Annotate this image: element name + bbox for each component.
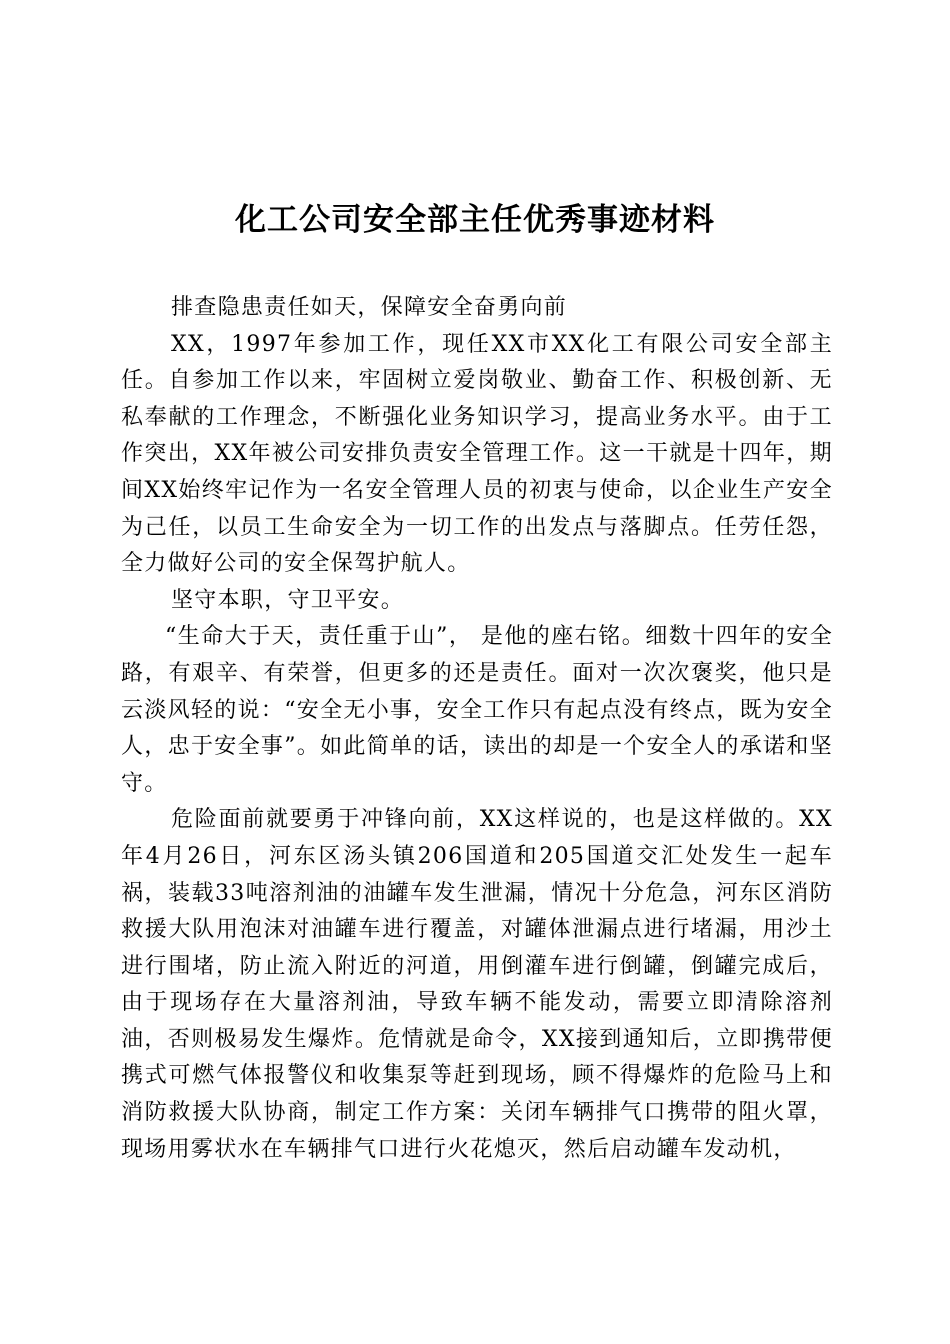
document-title: 化工公司安全部主任优秀事迹材料 [235, 202, 715, 238]
section-heading: 排查隐患责任如天，保障安全奋勇向前 [171, 295, 568, 320]
paragraph-incident: 危险面前就要勇于冲锋向前，XX这样说的，也是这样做的。XX年4月26日，河东区汤头镇206国道和205国道交汇处发生一起车祸，装载33吨溶剂油的油罐车发生泄漏，情况十分危急，河东区消防救援大队用泡沫对油罐车进行覆盖，对罐体泄漏点进行堵漏，用沙土进行围堵，防止流入附近的河道，用倒灌车进行倒罐，倒罐完成后，由于现场存在大量溶剂油，导致车辆不能发动，需要立即清除溶剂油，否则极易发生爆炸。危情就是命令，XX接到通知后，立即携带便携式可燃气体报警仪和收集泵等赶到现场，顾不得爆炸的危险马上和消防救援大队协商，制定工作方案：关闭车辆排气口携带的阻火罩，现场用雾状水在车辆排气口进行火花熄灭，然后启动罐车发动机， [121, 807, 833, 1162]
paragraph-motto: “生命大于天，责任重于山”， 是他的座右铭。细数十四年的安全路，有艰辛、有荣誉，但更多的还是责任。面对一次次褒奖，他只是云淡风轻的说：“安全无小事，安全工作只有起点没有终点，既为安全人，忠于安全事”。如此简单的话，读出的却是一个安全人的承诺和坚守。 [121, 624, 833, 796]
paragraph-introduction: XX，1997年参加工作，现任XX市XX化工有限公司安全部主任。自参加工作以来，牢固树立爱岗敬业、勤奋工作、积极创新、无私奉献的工作理念，不断强化业务知识学习，提高业务水平。由于工作突出，XX年被公司安排负责安全管理工作。这一干就是十四年，期间XX始终牢记作为一名安全管理人员的初衷与使命，以企业生产安全为己任，以员工生命安全为一切工作的出发点与落脚点。任劳任怨，全力做好公司的安全保驾护航人。 [121, 331, 833, 577]
section-heading: 坚守本职，守卫平安。 [171, 587, 405, 613]
document-body [121, 290, 833, 1168]
